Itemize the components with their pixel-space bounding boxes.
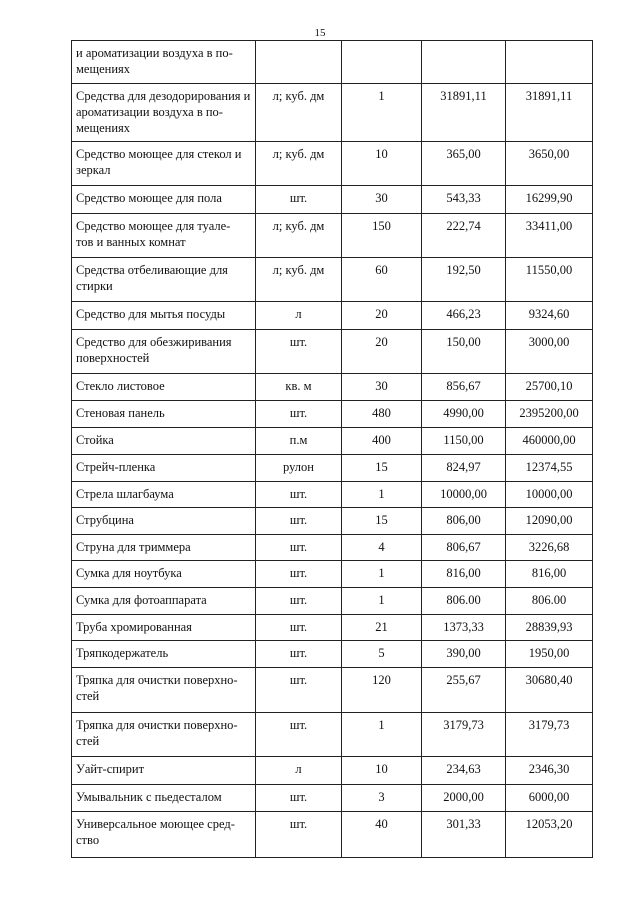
cell-sum: 1950,00: [506, 641, 593, 668]
cell-unit: шт.: [256, 535, 342, 561]
cell-price: 301,33: [422, 812, 506, 858]
cell-sum: 3000,00: [506, 330, 593, 374]
table-row: [72, 302, 593, 330]
cell-unit: шт.: [256, 588, 342, 615]
cell-sum: 10000,00: [506, 482, 593, 508]
table-row: [72, 757, 593, 785]
cell-price: 824,97: [422, 455, 506, 482]
cell-sum: 2346,30: [506, 757, 593, 785]
cell-name: Умывальник с пьедесталом: [72, 785, 256, 812]
cell-price: 222,74: [422, 214, 506, 258]
cell-qty: 15: [342, 508, 422, 535]
cell-qty: 480: [342, 401, 422, 428]
cell-price: 255,67: [422, 668, 506, 713]
cell-unit: шт.: [256, 785, 342, 812]
cell-price: 365,00: [422, 142, 506, 186]
cell-unit: шт.: [256, 330, 342, 374]
cell-name: Стеновая панель: [72, 401, 256, 428]
cell-name: Струбцина: [72, 508, 256, 535]
cell-unit: шт.: [256, 668, 342, 713]
table-body: [72, 41, 593, 858]
cell-qty: 21: [342, 615, 422, 641]
cell-price: 31891,11: [422, 84, 506, 142]
cell-unit: п.м: [256, 428, 342, 455]
cell-qty: 15: [342, 455, 422, 482]
cell-name: Сумка для фотоаппарата: [72, 588, 256, 615]
cell-price: 150,00: [422, 330, 506, 374]
table-row: [72, 428, 593, 455]
table-row: [72, 41, 593, 84]
cell-qty: 1: [342, 713, 422, 757]
cell-qty: 5: [342, 641, 422, 668]
cell-sum: 806.00: [506, 588, 593, 615]
page-number: 15: [314, 27, 326, 39]
table-row: [72, 186, 593, 214]
cell-price: 2000,00: [422, 785, 506, 812]
cell-price: [422, 41, 506, 84]
cell-name: Тряпка для очистки поверхно- стей: [72, 713, 256, 757]
cell-sum: 11550,00: [506, 258, 593, 302]
cell-price: 806,00: [422, 508, 506, 535]
table-row: [72, 713, 593, 757]
cell-price: 1150,00: [422, 428, 506, 455]
cell-qty: 1: [342, 561, 422, 588]
cell-name: Тряпкодержатель: [72, 641, 256, 668]
cell-unit: л: [256, 757, 342, 785]
cell-name: Стойка: [72, 428, 256, 455]
cell-name: Средства отбеливающие для стирки: [72, 258, 256, 302]
table-row: [72, 330, 593, 374]
cell-qty: 10: [342, 757, 422, 785]
cell-price: 234,63: [422, 757, 506, 785]
cell-unit: шт.: [256, 641, 342, 668]
cell-sum: 30680,40: [506, 668, 593, 713]
cell-price: 4990,00: [422, 401, 506, 428]
cell-qty: 3: [342, 785, 422, 812]
cell-qty: 150: [342, 214, 422, 258]
price-table: [71, 40, 593, 858]
table-row: [72, 561, 593, 588]
table-row: [72, 374, 593, 401]
cell-unit: шт.: [256, 186, 342, 214]
cell-price: 466,23: [422, 302, 506, 330]
table-row: [72, 588, 593, 615]
table-row: [72, 668, 593, 713]
cell-name: Труба хромированная: [72, 615, 256, 641]
cell-name: Средство для мытья посуды: [72, 302, 256, 330]
cell-price: 806.00: [422, 588, 506, 615]
cell-name: Универсальное моющее сред- ство: [72, 812, 256, 858]
table-row: [72, 812, 593, 858]
cell-sum: 12090,00: [506, 508, 593, 535]
table-row: [72, 142, 593, 186]
cell-name: Струна для триммера: [72, 535, 256, 561]
cell-sum: 460000,00: [506, 428, 593, 455]
cell-name: Уайт-спирит: [72, 757, 256, 785]
cell-qty: 20: [342, 330, 422, 374]
cell-name: Стекло листовое: [72, 374, 256, 401]
cell-qty: [342, 41, 422, 84]
cell-name: и ароматизации воздуха в по- мещениях: [72, 41, 256, 84]
cell-unit: шт.: [256, 713, 342, 757]
cell-unit: шт.: [256, 561, 342, 588]
cell-sum: 33411,00: [506, 214, 593, 258]
cell-price: 10000,00: [422, 482, 506, 508]
cell-unit: шт.: [256, 401, 342, 428]
cell-unit: л; куб. дм: [256, 214, 342, 258]
cell-unit: л; куб. дм: [256, 142, 342, 186]
cell-unit: л; куб. дм: [256, 84, 342, 142]
cell-unit: рулон: [256, 455, 342, 482]
cell-unit: [256, 41, 342, 84]
cell-unit: шт.: [256, 482, 342, 508]
cell-price: 816,00: [422, 561, 506, 588]
cell-name: Средство моющее для туале- тов и ванных комнат: [72, 214, 256, 258]
cell-name: Стрейч-пленка: [72, 455, 256, 482]
cell-unit: кв. м: [256, 374, 342, 401]
cell-price: 1373,33: [422, 615, 506, 641]
table-row: [72, 785, 593, 812]
cell-qty: 1: [342, 84, 422, 142]
cell-name: Средство моющее для пола: [72, 186, 256, 214]
table-row: [72, 615, 593, 641]
cell-price: 390,00: [422, 641, 506, 668]
cell-sum: 3226,68: [506, 535, 593, 561]
cell-sum: 3650,00: [506, 142, 593, 186]
cell-qty: 60: [342, 258, 422, 302]
cell-unit: шт.: [256, 508, 342, 535]
cell-price: 3179,73: [422, 713, 506, 757]
table-row: [72, 455, 593, 482]
cell-price: 856,67: [422, 374, 506, 401]
cell-name: Средство для обезжиривания поверхностей: [72, 330, 256, 374]
cell-name: Средство моющее для стекол и зеркал: [72, 142, 256, 186]
cell-sum: [506, 41, 593, 84]
cell-unit: л; куб. дм: [256, 258, 342, 302]
cell-name: Средства для дезодорирования и ароматизации воздуха в по- мещениях: [72, 84, 256, 142]
table-row: [72, 401, 593, 428]
cell-sum: 2395200,00: [506, 401, 593, 428]
cell-qty: 10: [342, 142, 422, 186]
cell-qty: 4: [342, 535, 422, 561]
cell-sum: 3179,73: [506, 713, 593, 757]
cell-sum: 816,00: [506, 561, 593, 588]
cell-qty: 20: [342, 302, 422, 330]
table-row: [72, 482, 593, 508]
table-row: [72, 508, 593, 535]
cell-qty: 30: [342, 186, 422, 214]
table-row: [72, 214, 593, 258]
table-row: [72, 641, 593, 668]
cell-price: 806,67: [422, 535, 506, 561]
cell-price: 192,50: [422, 258, 506, 302]
cell-sum: 9324,60: [506, 302, 593, 330]
cell-sum: 12053,20: [506, 812, 593, 858]
cell-qty: 40: [342, 812, 422, 858]
cell-qty: 1: [342, 588, 422, 615]
cell-sum: 12374,55: [506, 455, 593, 482]
cell-name: Сумка для ноутбука: [72, 561, 256, 588]
cell-sum: 31891,11: [506, 84, 593, 142]
cell-name: Стрела шлагбаума: [72, 482, 256, 508]
cell-sum: 6000,00: [506, 785, 593, 812]
table-row: [72, 535, 593, 561]
cell-qty: 120: [342, 668, 422, 713]
cell-qty: 30: [342, 374, 422, 401]
table-row: [72, 84, 593, 142]
table-row: [72, 258, 593, 302]
cell-qty: 1: [342, 482, 422, 508]
cell-unit: шт.: [256, 812, 342, 858]
cell-qty: 400: [342, 428, 422, 455]
cell-name: Тряпка для очистки поверхно- стей: [72, 668, 256, 713]
cell-unit: шт.: [256, 615, 342, 641]
cell-price: 543,33: [422, 186, 506, 214]
cell-sum: 16299,90: [506, 186, 593, 214]
cell-unit: л: [256, 302, 342, 330]
cell-sum: 25700,10: [506, 374, 593, 401]
cell-sum: 28839,93: [506, 615, 593, 641]
